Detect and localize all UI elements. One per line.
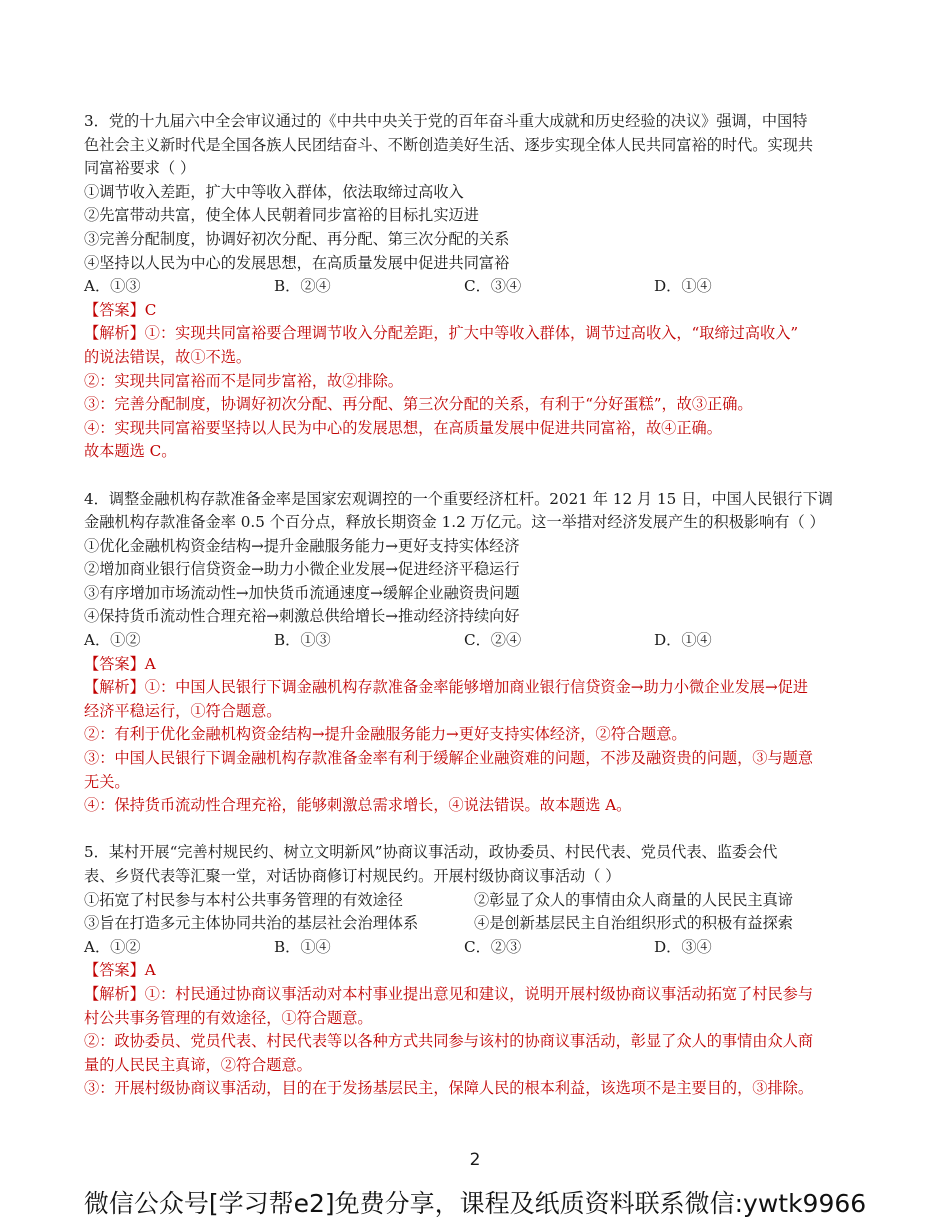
statement-item: ④坚持以人民为中心的发展思想，在高质量发展中促进共同富裕 [84,253,510,272]
statement-item: ①调节收入差距，扩大中等收入群体，依法取缔过高收入 [84,182,464,201]
statement-item: ③有序增加市场流动性→加快货币流通速度→缓解企业融资贵问题 [84,583,520,602]
statement-item: ③旨在打造多元主体协同共治的基层社会治理体系 [84,914,419,933]
statement-item: ①拓宽了村民参与本村公共事务管理的有效途径 [84,890,403,909]
analysis-line: 【解析】①：中国人民银行下调金融机构存款准备金率能够增加商业银行信贷资金→助力小微企业发展→促进 [84,678,809,697]
page-number: 2 [469,1150,481,1170]
analysis-line: 无关。 [84,772,130,791]
option-c: C．②③ [464,937,522,956]
option-b: B．①③ [274,631,331,650]
option-a: A．①② [84,631,141,650]
answer-options [84,936,870,960]
question-stem: 同富裕要求（ ） [84,159,196,178]
statement-item: ②先富带动共富，使全体人民朝着同步富裕的目标扎实迈进 [84,206,479,225]
answer-key: 【答案】C [84,300,157,319]
statement-row [84,912,870,936]
option-a: A．①③ [84,277,141,296]
analysis-line: 量的人民民主真谛，②符合题意。 [84,1055,312,1074]
answer-options [84,629,870,653]
analysis-line: 【解析】①：村民通过协商议事活动对本村事业提出意见和建议，说明开展村级协商议事活动拓宽了村民参与 [84,984,813,1003]
option-d: D．①④ [654,277,712,296]
option-b: B．①④ [274,937,331,956]
option-d: D．①④ [654,631,712,650]
analysis-line: 【解析】①：实现共同富裕要合理调节收入分配差距，扩大中等收入群体，调节过高收入，“取缔过高收入” [84,324,799,343]
question-stem: 4．调整金融机构存款准备金率是国家宏观调控的一个重要经济杠杆。2021 年 12 月 15 日，中国人民银行下调 [84,489,833,508]
question-5 [84,841,870,1101]
statement-item: ②彰显了众人的事情由众人商量的人民民主真谛 [474,890,793,909]
statement-row [84,889,870,913]
answer-key: 【答案】A [84,654,156,673]
analysis-line: ③：中国人民银行下调金融机构存款准备金率有利于缓解企业融资难的问题，不涉及融资贵的问题，③与题意 [84,749,813,768]
analysis-line: 故本题选 C。 [84,442,177,461]
question-4 [84,488,870,818]
analysis-line: 的说法错误，故①不选。 [84,347,252,366]
footer-watermark: 微信公众号[学习帮e2]免费分享，课程及纸质资料联系微信:ywtk9966 [83,1189,867,1218]
analysis-line: ②：实现共同富裕而不是同步富裕，故②排除。 [84,371,403,390]
statement-item: ①优化金融机构资金结构→提升金融服务能力→更好支持实体经济 [84,536,520,555]
answer-key: 【答案】A [84,961,156,980]
question-stem: 表、乡贤代表等汇聚一堂，对话协商修订村规民约。开展村级协商议事活动（ ） [84,867,621,885]
analysis-line: ④：实现共同富裕要坚持以人民为中心的发展思想，在高质量发展中促进共同富裕，故④正确。 [84,418,722,437]
question-3 [84,110,870,464]
analysis-line: ③：开展村级协商议事活动，目的在于发扬基层民主，保障人民的根本利益，该选项不是主要目的，③排除。 [84,1079,813,1098]
analysis-line: ②：政协委员、党员代表、村民代表等以各种方式共同参与该村的协商议事活动，彰显了众人的事情由众人商 [84,1032,813,1051]
document-page [84,110,870,1101]
statement-item: ④保持货币流动性合理充裕→刺激总供给增长→推动经济持续向好 [84,607,520,626]
analysis-line: ④：保持货币流动性合理充裕，能够刺激总需求增长，④说法错误。故本题选 A。 [84,796,632,815]
analysis-line: 经济平稳运行，①符合题意。 [84,701,282,720]
analysis-line: 村公共事务管理的有效途径，①符合题意。 [84,1008,373,1027]
answer-options [84,275,870,299]
option-b: B．②④ [274,277,331,296]
statement-item: ④是创新基层民主自治组织形式的积极有益探索 [474,914,793,933]
question-stem: 5．某村开展“完善村规民约、树立文明新风”协商议事活动，政协委员、村民代表、党员代表、监委会代 [84,843,778,862]
statement-item: ②增加商业银行信贷资金→助力小微企业发展→促进经济平稳运行 [84,560,520,579]
question-stem: 3．党的十九届六中全会审议通过的《中共中央关于党的百年奋斗重大成就和历史经验的决议》强调，中国特 [84,112,808,130]
option-d: D．③④ [654,937,712,956]
analysis-line: ②：有利于优化金融机构资金结构→提升金融服务能力→更好支持实体经济，②符合题意。 [84,725,687,744]
statement-item: ③完善分配制度，协调好初次分配、再分配、第三次分配的关系 [84,229,510,248]
option-a: A．①② [84,937,141,956]
option-c: C．②④ [464,631,522,650]
analysis-line: ③：完善分配制度，协调好初次分配、再分配、第三次分配的关系，有利于“分好蛋糕”，故③正确。 [84,395,753,414]
option-c: C．③④ [464,277,522,296]
question-stem: 金融机构存款准备金率 0.5 个百分点，释放长期资金 1.2 万亿元。这一举措对经济发展产生的积极影响有（ ） [84,513,825,532]
question-stem: 色社会主义新时代是全国各族人民团结奋斗、不断创造美好生活、逐步实现全体人民共同富裕的时代。实现共 [84,135,813,154]
